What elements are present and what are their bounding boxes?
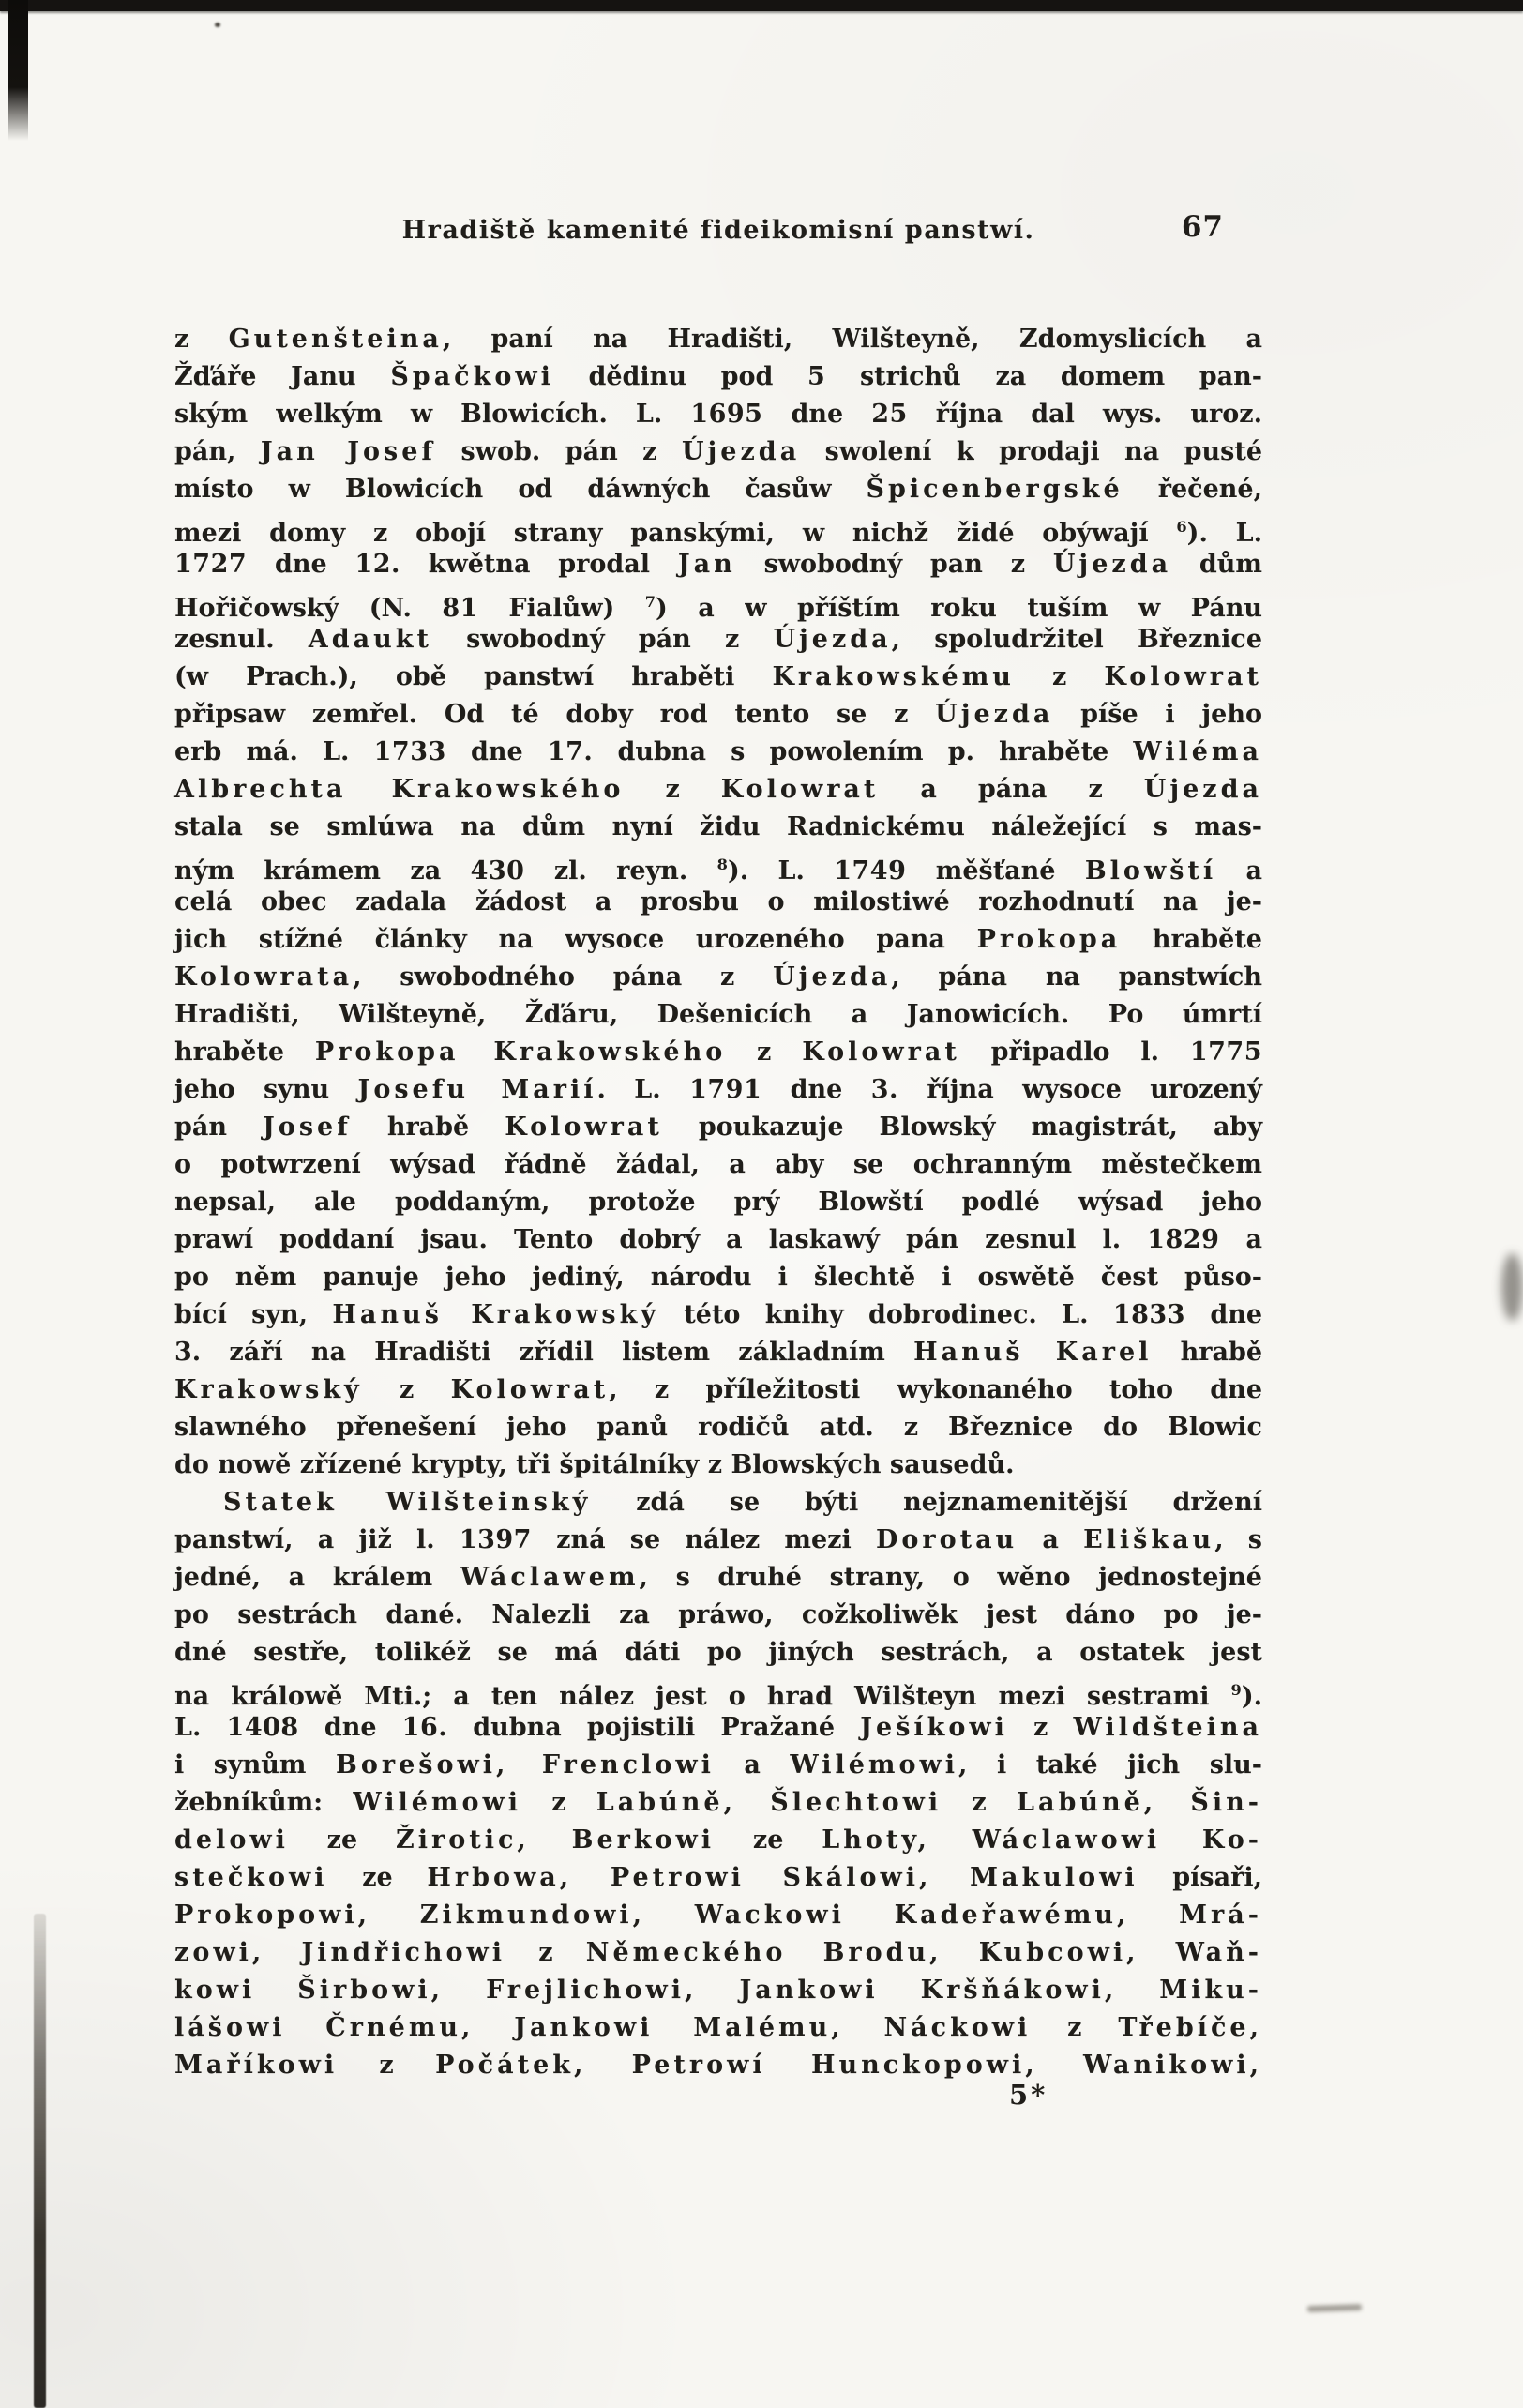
text-line (174, 2047, 1262, 2084)
text-segment: 1408 (226, 1713, 299, 1742)
text-segment: Prokopa Krakowského (314, 1037, 727, 1067)
text-segment: z (942, 1788, 1017, 1817)
text-line (174, 1259, 1262, 1296)
text-line (174, 1747, 1262, 1784)
text-segment: 17. (547, 737, 594, 766)
text-line (174, 1822, 1262, 1859)
text-segment: na králowě Mti.; a ten nález jest o hrad Wilšteyn mezi sestrami (174, 1682, 1231, 1711)
text-segment: zná se nález mezi (531, 1525, 876, 1554)
text-segment: pán (174, 1113, 264, 1142)
text-segment: ) a w příštím roku tuším w Pánu (656, 594, 1262, 623)
text-segment: připadlo l. (959, 1037, 1190, 1067)
text-segment: Prokopowi, Zikmundowi, Wackowi Kadeřawému, Mrá- (174, 1901, 1262, 1930)
text-segment: Kolowrat (802, 1037, 960, 1067)
text-segment: z (174, 325, 229, 354)
scan-artifact-top-left-bar (8, 0, 28, 141)
text-line (174, 583, 1262, 621)
text-segment: delowi (174, 1825, 289, 1855)
text-segment: Dorotau (875, 1525, 1018, 1554)
text-segment: z (362, 1375, 451, 1404)
text-segment: erb má. L. (174, 737, 374, 766)
text-segment: ze (715, 1825, 822, 1855)
text-segment: . L. (596, 1075, 690, 1104)
text-segment: do nowě zřízené krypty, tři špitálníky z Blowských sausedů. (174, 1450, 1015, 1479)
text-segment: 1733 (373, 737, 446, 766)
text-segment: Labúně, Šlechtowi (596, 1788, 942, 1817)
text-segment: Statek Wilšteinský (223, 1488, 592, 1517)
text-segment: i synům (174, 1750, 337, 1779)
text-line (174, 2009, 1262, 2047)
text-segment: dubna s powolením p. hraběte (593, 737, 1134, 766)
text-segment: ). L. (727, 856, 835, 886)
footnote-reference: 6 (1176, 518, 1187, 536)
text-segment: z (726, 1037, 803, 1067)
text-segment: , paní na Hradišti, Wilšteyně, Zdomyslicích a (442, 325, 1262, 354)
body-text (174, 321, 1262, 2084)
text-line (174, 771, 1262, 809)
footnote-reference: 9 (1230, 1681, 1242, 1699)
text-segment: píše i jeho (1053, 700, 1262, 729)
text-segment: a (1018, 1525, 1084, 1554)
text-line (174, 996, 1262, 1034)
text-segment: místo w Blowicích od dáwných časůw (174, 475, 867, 504)
text-segment: jich stížné články na wysoce urozeného pana (174, 925, 977, 954)
text-segment: 16. (401, 1713, 448, 1742)
text-line (174, 1784, 1262, 1822)
text-segment: dědinu pod (553, 362, 808, 391)
text-segment: , swobodného pána z (353, 962, 774, 992)
text-segment: kowi Širbowi, Frejlichowi, Jankowi Kršňákowi, Miku- (174, 1976, 1262, 2005)
text-segment: Špicenbergské (866, 475, 1123, 504)
text-line (174, 959, 1262, 996)
text-segment: hraběte (174, 1037, 315, 1067)
text-segment: zl. reyn. (524, 856, 717, 886)
text-segment: swob. pán z (436, 437, 682, 466)
text-segment: Újezda (773, 625, 892, 654)
text-segment: strichů za domem pan- (825, 362, 1262, 391)
text-segment: Hrbowa, Petrowi Skálowi, Makulowi (427, 1863, 1138, 1892)
text-line (174, 1897, 1262, 1934)
text-segment: 3. (870, 1075, 898, 1104)
text-segment: ). (1241, 1682, 1262, 1711)
text-segment: swobodný pan z (735, 550, 1053, 579)
text-segment: panstwí, a již l. (174, 1525, 460, 1554)
text-segment: Krakowskému (772, 662, 1015, 691)
text-segment: dné sestře, tolikéž se má dáti po jiných sestrách, a ostatek jest (174, 1638, 1262, 1667)
text-segment: Krakowský (174, 1375, 363, 1404)
text-segment: 25 (871, 400, 908, 429)
text-line (174, 696, 1262, 734)
text-segment: a (1219, 1225, 1262, 1254)
text-line (174, 1446, 1262, 1484)
text-segment: Kolowrat (720, 775, 880, 804)
text-line (174, 1296, 1262, 1334)
text-segment: 1695 (690, 400, 763, 429)
text-segment: nepsal, ale poddaným, protože prý Blowští podlé wýsad jeho (174, 1188, 1262, 1217)
text-segment: Wildšteina (1073, 1713, 1262, 1742)
scan-artifact-right-smudge (1501, 1253, 1523, 1321)
text-segment: Jan Josef (260, 437, 437, 466)
text-segment: písaři, (1138, 1863, 1262, 1892)
text-segment: dne (445, 737, 548, 766)
text-segment: , pána na panstwích (891, 962, 1262, 992)
text-line (174, 1597, 1262, 1634)
text-segment: a pána z (879, 775, 1144, 804)
text-line (174, 471, 1262, 508)
text-segment: , spoludržitel Březnice (891, 625, 1263, 654)
text-line (174, 659, 1262, 696)
text-segment: Kolowrata (174, 962, 354, 992)
text-segment: Borešowi, Frenclowi (336, 1750, 715, 1779)
text-segment: Lhoty, Wáclawowi Ko- (822, 1825, 1263, 1855)
text-segment: Fialůw) (477, 594, 645, 623)
text-segment: Újezda (1143, 775, 1262, 804)
text-line (174, 358, 1262, 396)
text-segment: Újezda (935, 700, 1054, 729)
text-segment: bící syn, (174, 1300, 333, 1329)
text-segment: , s (1214, 1525, 1262, 1554)
footnote-reference: 8 (716, 856, 728, 873)
text-line (174, 546, 1262, 583)
text-segment: po sestrách dané. Nalezli za práwo, cožkoliwěk jest dáno po je- (174, 1600, 1262, 1629)
text-segment: 81 (442, 594, 478, 623)
text-segment: z (624, 775, 721, 804)
text-line (174, 321, 1262, 358)
text-line (174, 1709, 1262, 1747)
page-number: 67 (1181, 210, 1224, 244)
text-segment: jeho synu (174, 1075, 358, 1104)
text-segment: žebníkům: (174, 1788, 354, 1817)
text-segment: celá obec zadala žádost a prosbu o milostiwé rozhodnutí na je- (174, 887, 1262, 916)
text-segment: dne (762, 1075, 871, 1104)
text-segment: L. (174, 1713, 227, 1742)
text-segment: , z příležitosti wykonaného toho dne (609, 1375, 1262, 1404)
text-segment: Újezda (1052, 550, 1172, 579)
text-segment: zdá se býti nejznamenitější držení (591, 1488, 1262, 1517)
text-line (174, 433, 1262, 471)
text-segment: 1749 (834, 856, 907, 886)
scan-artifact-left-gutter-line (34, 1914, 46, 2408)
text-segment: lášowi Črnému, Jankowi Malému, Náckowi (174, 2013, 1032, 2042)
text-segment: Jan (677, 550, 736, 579)
text-segment: jedné, a králem (174, 1563, 460, 1592)
text-segment: z (1014, 662, 1105, 691)
text-segment: mezi domy z obojí strany panskými, w nichž židé obýwají (174, 519, 1177, 548)
text-segment: Wiléma (1133, 737, 1262, 766)
text-segment: 430 (470, 856, 525, 886)
text-segment: kwětna prodal (400, 550, 678, 579)
text-line (174, 921, 1262, 959)
text-segment: ). L. (1186, 519, 1262, 548)
text-segment: této knihy dobrodinec. L. (658, 1300, 1113, 1329)
text-segment: Německého Brodu, Kubcowi, Waň- (585, 1938, 1262, 1967)
text-segment: Labúně, Šin- (1016, 1788, 1262, 1817)
text-segment: Újezda (681, 437, 801, 466)
text-segment: dům (1171, 550, 1262, 579)
text-segment: stala se smlúwa na dům nyní židu Radnickému náležející s mas- (174, 812, 1262, 841)
text-segment: pán, (174, 437, 261, 466)
text-line (174, 1559, 1262, 1597)
text-segment: hrabě (1152, 1338, 1262, 1367)
text-line (174, 1634, 1262, 1672)
text-line (174, 1371, 1262, 1409)
text-segment: z (505, 1938, 586, 1967)
text-segment: Počátek, Petrowí Hunckopowi, Wanikowi, (435, 2051, 1262, 2080)
text-segment: 1397 (459, 1525, 532, 1554)
text-segment: připsaw zemřel. Od té doby rod tento se z (174, 700, 936, 729)
text-segment: Blowští (1084, 856, 1217, 886)
text-segment: Wáclawem (460, 1563, 640, 1592)
text-segment: Josef (263, 1113, 352, 1142)
text-segment: z (338, 2051, 436, 2080)
text-segment: poukazuje Blowský magistrát, aby (662, 1113, 1263, 1142)
text-line (174, 734, 1262, 771)
text-segment: Wilémowi (353, 1788, 521, 1817)
scan-artifact-top-edge (0, 0, 1523, 11)
text-segment: Hořičowský (N. (174, 594, 443, 623)
signature-mark: 5* (1009, 2079, 1048, 2111)
text-segment: swolení k prodaji na pusté (800, 437, 1263, 466)
text-segment: po něm panuje jeho jediný, národu i šlechtě i oswětě čest půso- (174, 1263, 1262, 1292)
text-segment: dne (247, 550, 355, 579)
text-segment: října dal wys. uroz. (907, 400, 1263, 429)
text-segment: měšťané (906, 856, 1085, 886)
text-line (174, 1034, 1262, 1071)
text-segment: dne (1184, 1300, 1263, 1329)
text-segment: Gutenšteina (228, 325, 443, 354)
text-line (174, 1484, 1262, 1522)
text-segment: Ješíkowi (860, 1713, 1008, 1742)
text-segment: řečené, (1123, 475, 1262, 504)
text-line (174, 1409, 1262, 1446)
text-line (174, 1859, 1262, 1897)
text-line (174, 1071, 1262, 1109)
text-segment: Žirotic, Berkowi (396, 1825, 716, 1855)
text-segment: ze (288, 1825, 397, 1855)
scan-artifact-bottom-dash (1307, 2304, 1362, 2312)
text-line (174, 1221, 1262, 1259)
text-segment: 12. (354, 550, 400, 579)
text-segment: (w Prach.), obě panstwí hraběti (174, 662, 773, 691)
text-segment: slawného přenešení jeho panů rodičů atd. z Březnice do Blowic (174, 1413, 1262, 1442)
text-segment: Eliškau (1083, 1525, 1215, 1554)
text-segment: ným krámem za (174, 856, 471, 886)
text-segment: Prokopa (976, 925, 1122, 954)
text-segment: Újezda (773, 962, 892, 992)
text-segment: Hradišti, Wilšteyně, Žďáru, Dešenicích a Janowicích. Po úmrtí (174, 1000, 1262, 1029)
text-segment: Kolowrat (505, 1113, 663, 1142)
text-segment: Albrechta Krakowského (174, 775, 625, 804)
text-segment: swobodný pán z (431, 625, 774, 654)
text-segment: Adaukt (308, 625, 432, 654)
text-segment: , i také jich slu- (958, 1750, 1263, 1779)
text-segment: Žďáře Janu (174, 362, 391, 391)
text-segment: 3. září na Hradišti zřídil listem základním (174, 1338, 914, 1367)
text-segment: dne (762, 400, 872, 429)
text-segment: Špačkowi (390, 362, 554, 391)
text-segment: 5 (807, 362, 826, 391)
text-line (174, 884, 1262, 921)
text-line (174, 809, 1262, 846)
text-segment: Maříkowi (174, 2051, 339, 2080)
text-line (174, 508, 1262, 546)
page-header (174, 210, 1262, 251)
text-line (174, 396, 1262, 433)
text-segment: 1791 (689, 1075, 762, 1104)
text-segment: a (714, 1750, 791, 1779)
text-line (174, 1672, 1262, 1709)
text-segment: ze (327, 1863, 428, 1892)
text-segment: 1829 (1147, 1225, 1220, 1254)
text-line (174, 1184, 1262, 1221)
text-segment: z (1007, 1713, 1074, 1742)
text-segment: zesnul. (174, 625, 309, 654)
text-segment: o potwrzení wýsad řádně žádal, a aby se ochranným městečkem (174, 1150, 1262, 1179)
text-line (174, 621, 1262, 659)
text-segment: Třebíče, (1118, 2013, 1262, 2042)
text-segment: Kolowrat (1104, 662, 1262, 691)
text-segment: Hanuš Karel (913, 1338, 1153, 1367)
text-segment: 1727 (174, 550, 248, 579)
text-segment: stečkowi (174, 1863, 328, 1892)
text-segment: dne (298, 1713, 402, 1742)
text-segment: zowi, Jindřichowi (174, 1938, 506, 1967)
scan-artifact-ink-dot (215, 23, 220, 27)
text-line (174, 1934, 1262, 1972)
running-title: Hradiště kamenité fideikomisní panstwí. (401, 216, 1035, 245)
text-segment: dubna pojistili Pražané (447, 1713, 861, 1742)
text-segment: hraběte (1121, 925, 1262, 954)
text-line (174, 1522, 1262, 1559)
text-segment: 1833 (1112, 1300, 1185, 1329)
text-line (174, 1334, 1262, 1371)
text-line (174, 1146, 1262, 1184)
text-segment: Wilémowi (790, 1750, 959, 1779)
text-segment: ským welkým w Blowicích. L. (174, 400, 691, 429)
text-segment: Hanuš Krakowský (332, 1300, 659, 1329)
text-segment: Kolowrat (450, 1375, 610, 1404)
text-line (174, 1972, 1262, 2009)
text-segment: Josefu Marií (357, 1075, 597, 1104)
text-segment: hrabě (351, 1113, 505, 1142)
text-segment: , s druhé strany, o wěno jednostejné (639, 1563, 1262, 1592)
text-segment: října wysoce urozený (897, 1075, 1262, 1104)
text-segment: z (521, 1788, 596, 1817)
text-segment: a (1216, 856, 1262, 886)
text-line (174, 1109, 1262, 1146)
text-segment: prawí poddaní jsau. Tento dobrý a laskawý pán zesnul l. (174, 1225, 1148, 1254)
text-line (174, 846, 1262, 884)
text-segment: z (1031, 2013, 1119, 2042)
footnote-reference: 7 (644, 593, 656, 611)
text-segment: 1775 (1189, 1037, 1262, 1067)
